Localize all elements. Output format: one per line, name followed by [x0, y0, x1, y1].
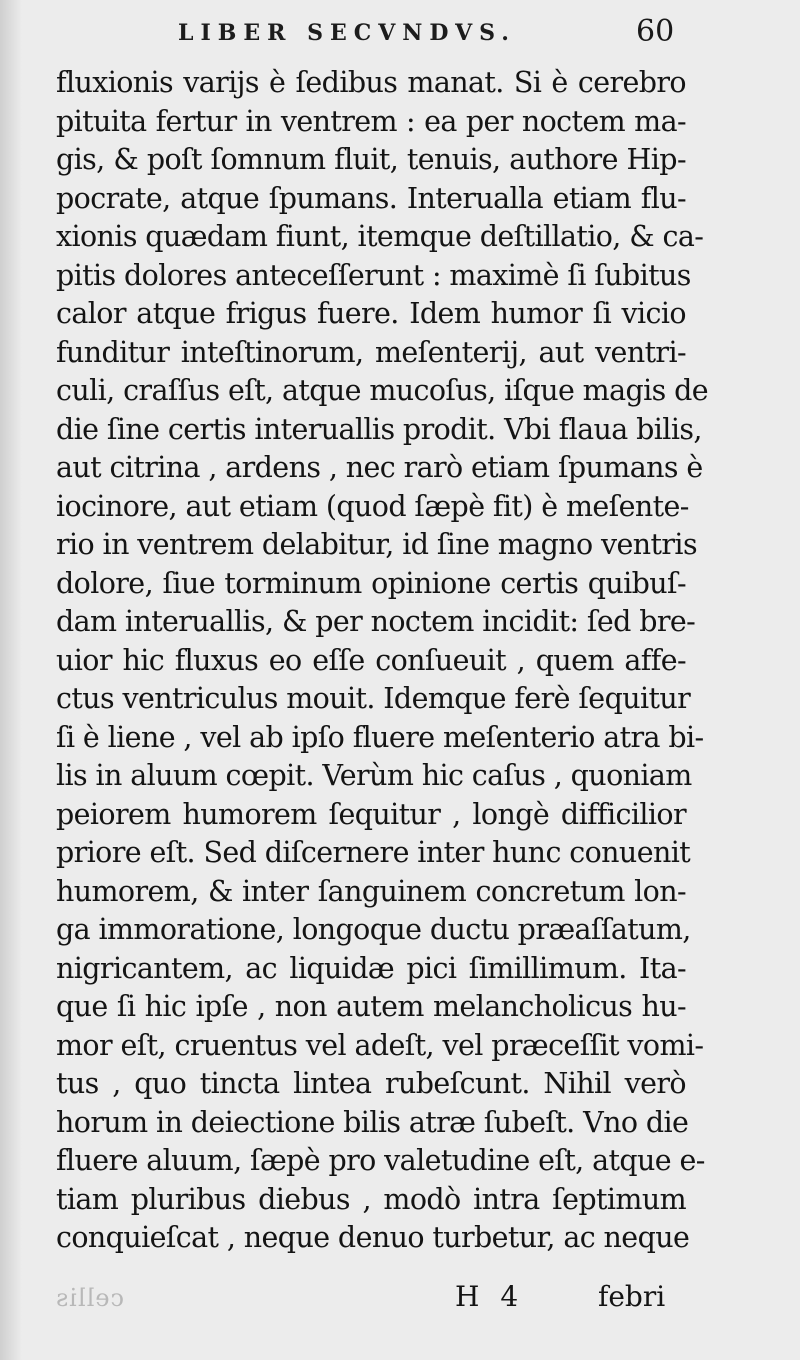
text-line: conquieſcat , neque denuo turbetur, ac neque	[56, 1221, 690, 1254]
text-line: die ſine certis interuallis prodit. Vbi flaua bilis,	[56, 412, 702, 446]
text-line: humorem, & inter ſanguinem concretum lon-	[56, 874, 686, 908]
text-line: pocrate, atque ſpumans. Interualla etiam flu-	[56, 181, 686, 215]
show-through-ghost-text: cellis	[55, 1284, 124, 1312]
page-header	[0, 14, 800, 58]
text-block	[56, 64, 709, 1258]
text-line: calor atque frigus fuere. Idem humor ſi vicio	[56, 297, 686, 330]
text-line: iocinore, aut etiam (quod ſæpè fit) è meſente-	[56, 489, 689, 523]
text-line: fluxionis varijs è ſedibus manat. Si è cerebro	[56, 66, 686, 99]
text-line: ctus ventriculus mouit. Idemque ferè ſequitur	[56, 682, 691, 715]
text-line: xionis quædam fiunt, itemque deſtillatio, & ca-	[56, 220, 704, 253]
text-line: dam interuallis, & per noctem incidit: ſed bre-	[56, 605, 696, 638]
text-line: aut citrina , ardens , nec rarò etiam ſpumans è	[56, 451, 703, 484]
running-title: LIBER SECVNDVS.	[178, 20, 516, 46]
text-line: pitis dolores anteceſſerunt : maximè ſi ſubitus	[56, 258, 691, 292]
text-line: uior hic fluxus eo eſſe conſueuit , quem affe-	[56, 643, 686, 677]
text-line: tus , quo tincta lintea rubeſcunt. Nihil verò	[56, 1067, 686, 1100]
page-footer	[0, 1280, 800, 1324]
page-gutter-shadow	[0, 0, 22, 1360]
text-line: priore eſt. Sed diſcernere inter hunc conuenit	[56, 836, 691, 869]
text-line: mor eſt, cruentus vel adeſt, vel præceſſit vomi-	[56, 1028, 704, 1062]
text-line: ſi è liene , vel ab ipſo fluere meſenterio atra bi-	[56, 720, 704, 754]
text-line: ga immoratione, longoque ductu præaſſatum,	[56, 913, 691, 946]
text-line: nigricantem, ac liquidæ pici ſimillimum. Ita-	[56, 951, 686, 985]
page-number: 60	[636, 14, 675, 49]
text-line: pituita fertur in ventrem : ea per noctem ma-	[56, 104, 686, 138]
text-line: gis, & poſt ſomnum fluit, tenuis, authore Hip-	[56, 143, 686, 176]
text-line: dolore, ſiue torminum opinione certis quibuſ-	[56, 566, 686, 600]
text-line: lis in aluum cœpit. Verùm hic caſus , quoniam	[56, 759, 692, 792]
catchword: febri	[598, 1280, 666, 1313]
text-line: peiorem humorem ſequitur , longè difficilior	[56, 797, 686, 831]
text-line: fluere aluum, ſæpè pro valetudine eſt, atque e-	[56, 1144, 705, 1177]
text-line: funditur inteſtinorum, meſenterij, aut ventri-	[56, 335, 686, 369]
text-line: que ſi hic ipſe , non autem melancholicus hu-	[56, 990, 686, 1023]
text-line: rio in ventrem delabitur, id ſine magno ventris	[56, 528, 697, 561]
text-line: culi, craſſus eſt, atque mucoſus, iſque magis de	[56, 374, 709, 407]
text-line: horum in deiectione bilis atræ ſubeſt. Vno die	[56, 1105, 689, 1139]
text-line: tiam pluribus diebus , modò intra ſeptimum	[56, 1182, 686, 1216]
signature-mark: H 4	[455, 1280, 525, 1313]
